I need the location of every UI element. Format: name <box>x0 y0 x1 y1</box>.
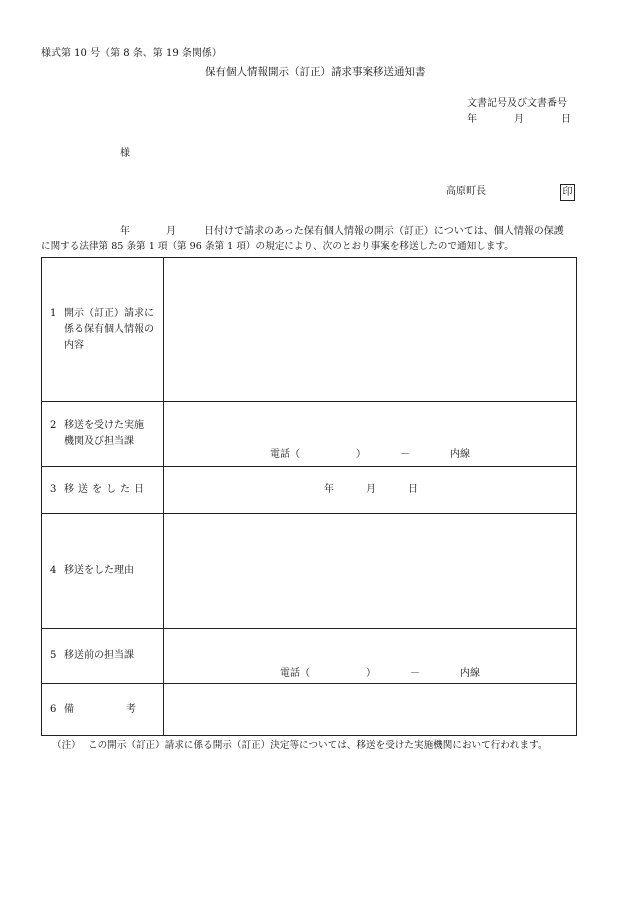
form-number: 様式第 10 号（第 8 条、第 19 条関係） <box>41 48 222 59</box>
row2-num: 2 <box>50 420 57 431</box>
row1-label <box>42 258 164 402</box>
row3-label-text: 移送をした日 <box>64 484 148 495</box>
row3-day: 日 <box>408 484 418 495</box>
row2-label <box>42 402 164 467</box>
row6-label-b: 考 <box>126 703 136 715</box>
doc-number-label: 文書記号及び文書番号 <box>467 98 567 109</box>
row-receiving-agency <box>42 402 577 467</box>
row6-label-a: 備 <box>64 703 74 715</box>
row5-value-field[interactable] <box>164 629 577 684</box>
row5-label-text: 移送前の担当課 <box>64 650 134 661</box>
footnote-mark: （注） <box>52 740 81 751</box>
row-transfer-reason <box>42 514 577 629</box>
row1-label-line3: 内容 <box>64 339 84 351</box>
body-year: 年 <box>120 226 130 237</box>
row5-label <box>42 629 164 684</box>
row2-label-line2: 機関及び担当課 <box>64 436 134 447</box>
row-info-content <box>42 258 577 402</box>
row-transfer-date <box>42 467 577 514</box>
date-month: 月 <box>514 114 524 125</box>
seal-mark <box>560 184 575 201</box>
row6-num: 6 <box>50 703 57 715</box>
row4-label-text: 移送をした理由 <box>64 565 134 576</box>
row2-value-field[interactable] <box>164 402 577 467</box>
body-line2: に関する法律第 85 条第 1 項（第 96 条第 1 項）の規定により、次のとおり事案を移送したので通知します。 <box>41 241 514 252</box>
row3-year: 年 <box>324 484 334 495</box>
row5-tel-close: ） <box>366 668 376 679</box>
row1-label-line1: 開示（訂正）請求に <box>64 307 154 319</box>
date-year: 年 <box>467 114 477 125</box>
footnote-text: この開示（訂正）請求に係る開示（訂正）決定等については、移送を受けた実施機関において行われます。 <box>88 740 548 751</box>
row-remarks <box>42 684 577 736</box>
row3-num: 3 <box>50 484 57 495</box>
row2-tel-dash: － <box>400 449 410 460</box>
row5-num: 5 <box>50 650 57 661</box>
addressee-suffix: 様 <box>120 148 130 159</box>
row4-label <box>42 514 164 629</box>
row5-phone-line <box>280 669 580 681</box>
row6-value-field[interactable] <box>164 684 577 736</box>
row2-phone-line <box>270 450 570 462</box>
date-day: 日 <box>561 114 571 125</box>
row6-label <box>42 684 164 736</box>
body-line1: 日付けで請求のあった保有個人情報の開示（訂正）については、個人情報の保護 <box>204 226 564 237</box>
row3-month: 月 <box>366 484 376 495</box>
row4-value-field[interactable] <box>164 514 577 629</box>
row3-label <box>42 467 164 514</box>
row1-label-line2: 係る保有個人情報の <box>64 323 154 335</box>
row-previous-dept <box>42 629 577 684</box>
row3-value-field[interactable] <box>164 467 577 514</box>
row2-label-line1: 移送を受けた実施 <box>64 420 144 431</box>
row3-date-line <box>324 485 444 497</box>
row5-tel-ext: 内線 <box>460 668 480 679</box>
row2-tel-ext: 内線 <box>450 449 470 460</box>
row2-tel-label: 電話（ <box>270 449 300 460</box>
row4-num: 4 <box>50 565 57 576</box>
body-month: 月 <box>166 226 176 237</box>
form-table <box>41 257 577 736</box>
document-title: 保有個人情報開示（訂正）請求事案移送通知書 <box>205 66 426 78</box>
row5-tel-label: 電話（ <box>280 668 310 679</box>
row1-value-field[interactable] <box>164 258 577 402</box>
seal-box: 印 <box>560 184 575 201</box>
row2-tel-close: ） <box>356 449 366 460</box>
row1-num: 1 <box>50 307 57 319</box>
row5-tel-dash: － <box>410 668 420 679</box>
sender-name: 高原町長 <box>446 186 486 197</box>
